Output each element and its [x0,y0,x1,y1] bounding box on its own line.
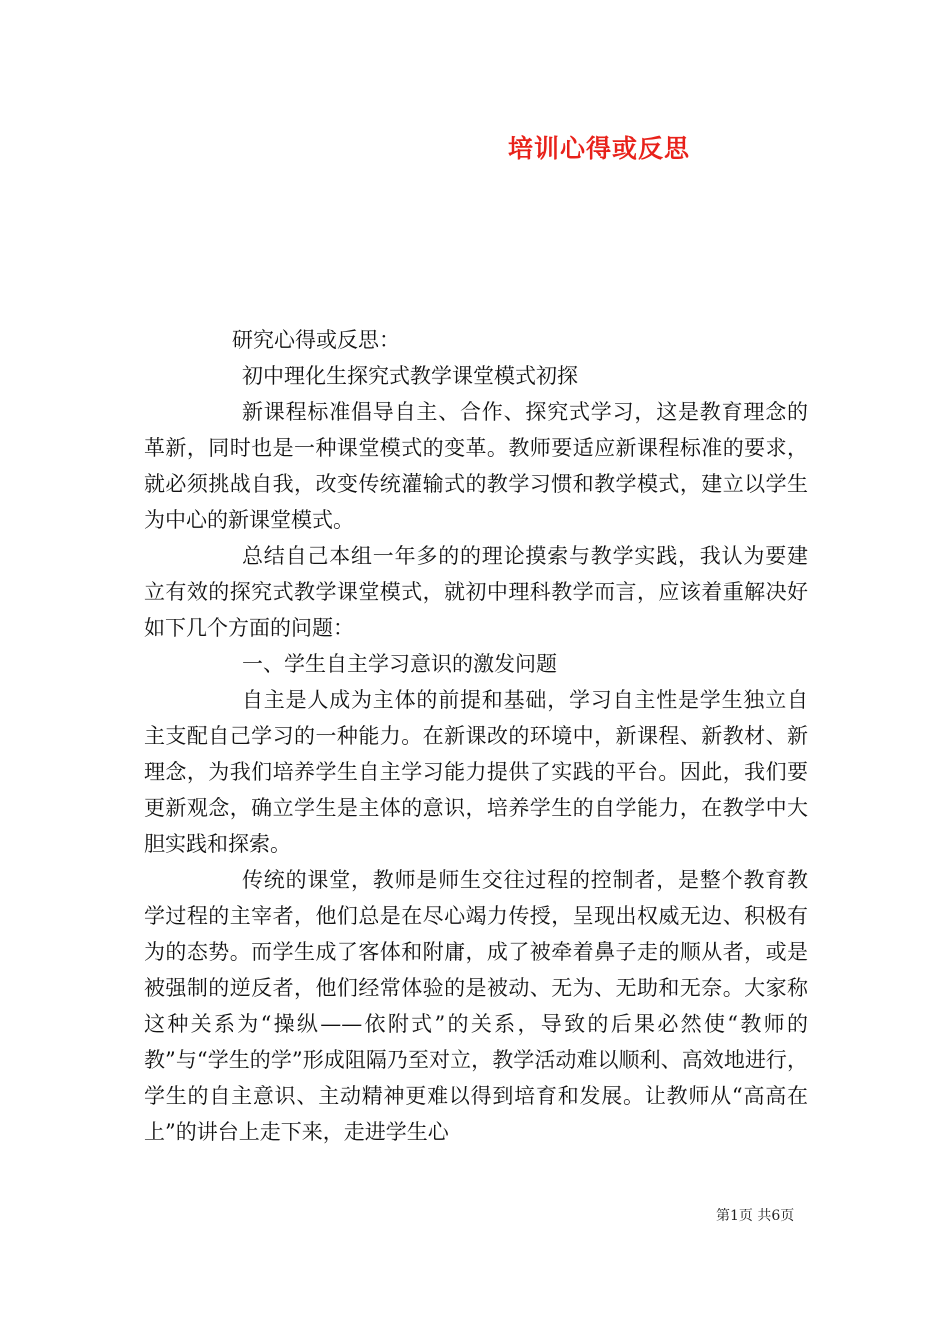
paragraph-4: 传统的课堂，教师是师生交往过程的控制者，是整个教育教学过程的主宰者，他们总是在尽心竭力传授，呈现出权威无边、积极有为的态势。而学生成了客体和附庸，成了被牵着鼻子走的顺从者，或是被强制的逆反者，他们经常体验的是被动、无为、无助和无奈。大家称这种关系为“操纵——依附式”的关系，导致的后果必然使“教师的教”与“学生的学”形成阻隔乃至对立，教学活动难以顺利、高效地进行，学生的自主意识、主动精神更难以得到培育和发展。让教师从“高高在上”的讲台上走下来，走进学生心 [144,868,808,1144]
page-suffix: 页 [780,1208,795,1224]
document-body [144,322,808,1150]
current-page-number: 1 [730,1208,739,1224]
page-number-footer [0,1206,950,1226]
page-mid: 页 共 [738,1208,772,1224]
total-pages-number: 6 [771,1208,781,1224]
section-label: 研究心得或反思： [232,328,400,352]
page-prefix: 第 [716,1208,730,1224]
paragraph-1: 新课程标准倡导自主、合作、探究式学习，这是教育理念的革新，同时也是一种课堂模式的变革。教师要适应新课程标准的要求，就必须挑战自我，改变传统灌输式的教学习惯和教学模式，建立以学生为中心的新课堂模式。 [144,400,808,532]
section-heading-1: 一、学生自主学习意识的激发问题 [242,652,557,676]
paragraph-2: 总结自己本组一年多的的理论摸索与教学实践，我认为要建立有效的探究式教学课堂模式，就初中理科教学而言，应该着重解决好如下几个方面的问题： [144,544,808,640]
paragraph-3: 自主是人成为主体的前提和基础，学习自主性是学生独立自主支配自己学习的一种能力。在新课改的环境中，新课程、新教材、新理念，为我们培养学生自主学习能力提供了实践的平台。因此，我们要更新观念，确立学生是主体的意识，培养学生的自学能力，在教学中大胆实践和探索。 [144,688,808,856]
article-subtitle: 初中理化生探究式教学课堂模式初探 [242,364,578,388]
document-title: 培训心得或反思 [508,134,691,163]
